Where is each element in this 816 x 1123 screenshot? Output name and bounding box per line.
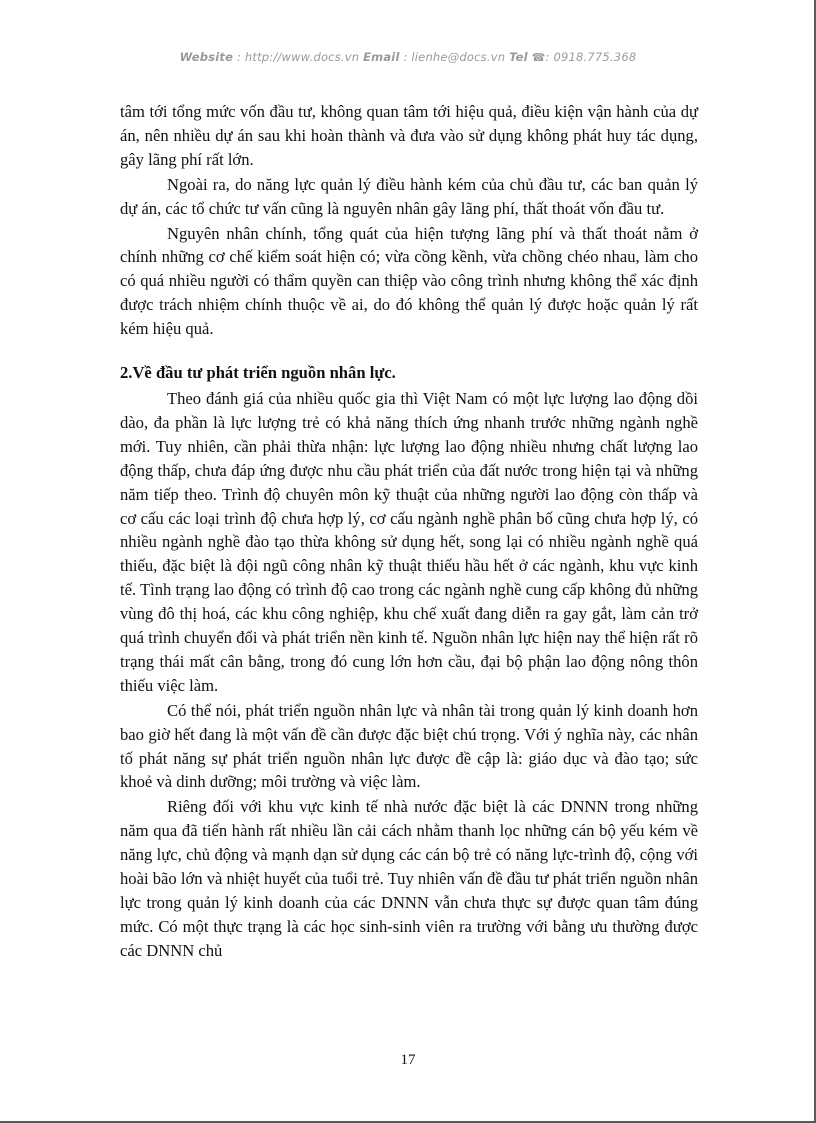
website-link[interactable]: : http://www.docs.vn xyxy=(236,50,360,64)
page-number: 17 xyxy=(400,1052,416,1068)
paragraph: Riêng đối với khu vực kinh tế nhà nước đặc biệt là các DNNN trong những năm qua đã tiến hành rất nhiều lần cải cách nhằm thanh lọc những cán bộ yếu kém về năng lực, chủ động và mạnh dạn sử dụng các cán bộ trẻ có năng lực-trình độ, cộng với hoài bão lớn và nhiệt huyết của tuổi trẻ. Tuy nhiên vấn đề đầu tư phát triển nguồn nhân lực trong quản lý kinh doanh của các DNNN vẫn chưa thực sự được quan tâm đúng mức. Có một thực trạng là các học sinh-sinh viên ra trường với bằng ưu thường được các DNNN chủ xyxy=(120,797,698,960)
tel-label: Tel xyxy=(509,50,528,64)
page-header xyxy=(0,50,816,64)
email-link[interactable]: : lienhe@docs.vn xyxy=(403,50,506,64)
paragraph-continuation: tâm tới tổng mức vốn đầu tư, không quan tâm tới hiệu quả, điều kiện vận hành của dự án, nên nhiều dự án sau khi hoàn thành và đưa vào sử dụng không phát huy tác dụng, gây lãng phí rất lớn. xyxy=(120,102,698,169)
tel-number: : 0918.775.368 xyxy=(545,50,637,64)
email-label: Email xyxy=(363,50,400,64)
paragraph: Có thể nói, phát triển nguồn nhân lực và nhân tài trong quản lý kinh doanh hơn bao giờ hết đang là một vấn đề cần được đặc biệt chú trọng. Với ý nghĩa này, các nhân tố phát năng sự phát triển nguồn nhân lực được đề cập là: giáo dục và đào tạo; sức khoẻ và dinh dưỡng; môi trường và việc làm. xyxy=(120,700,698,792)
website-label: Website xyxy=(179,50,234,64)
paragraph: Theo đánh giá của nhiều quốc gia thì Việt Nam có một lực lượng lao động dồi dào, đa phần là lực lượng trẻ có khả năng thích ứng nhanh trước những ngành nghề mới. Tuy nhiên, cần phải thừa nhận: lực lượng lao động nhiều nhưng chất lượng lao động thấp, chưa đáp ứng được nhu cầu phát triển của đất nước trong hiện tại và những năm tiếp theo. Trình độ chuyên môn kỹ thuật của những người lao động còn thấp và cơ cấu các loại trình độ chưa hợp lý, cơ cấu ngành nghề phân bố cũng chưa hợp lý, có nhiều ngành nghề đào tạo thừa không sử dụng hết, song lại có nhiều ngành nghề quá thiếu, đặc biệt là đội ngũ công nhân kỹ thuật thiếu hầu hết ở các ngành, khu vực kinh tế. Tình trạng lao động có trình độ cao trong các ngành nghề cung cấp không đủ những vùng đô thị hoá, các khu công nghiệp, khu chế xuất đang diễn ra gay gắt, làm cản trở quá trình chuyển đổi và phát triển nền kinh tế. Nguồn nhân lực hiện nay thể hiện rất rõ trạng thái mất cân bằng, trong đó cung lớn hơn cầu, đại bộ phận lao động nông thôn thiếu việc làm. xyxy=(120,388,698,695)
phone-icon: ☎ xyxy=(531,51,546,64)
body-text xyxy=(120,100,698,963)
section-heading: 2.Về đầu tư phát triển nguồn nhân lực. xyxy=(120,363,396,383)
paragraph: Nguyên nhân chính, tổng quát của hiện tượng lãng phí và thất thoát nằm ở chính những cơ chế kiểm soát hiện có; vừa cồng kềnh, vừa chồng chéo nhau, làm cho có quá nhiều người có thẩm quyền can thiệp vào công trình nhưng không thể xác định được trách nhiệm chính thuộc về ai, do đó không thể quản lý được hoặc quản lý rất kém hiệu quả. xyxy=(120,223,698,339)
paragraph: Ngoài ra, do năng lực quản lý điều hành kém của chủ đầu tư, các ban quản lý dự án, các tổ chức tư vấn cũng là nguyên nhân gây lãng phí, thất thoát vốn đầu tư. xyxy=(120,174,698,218)
